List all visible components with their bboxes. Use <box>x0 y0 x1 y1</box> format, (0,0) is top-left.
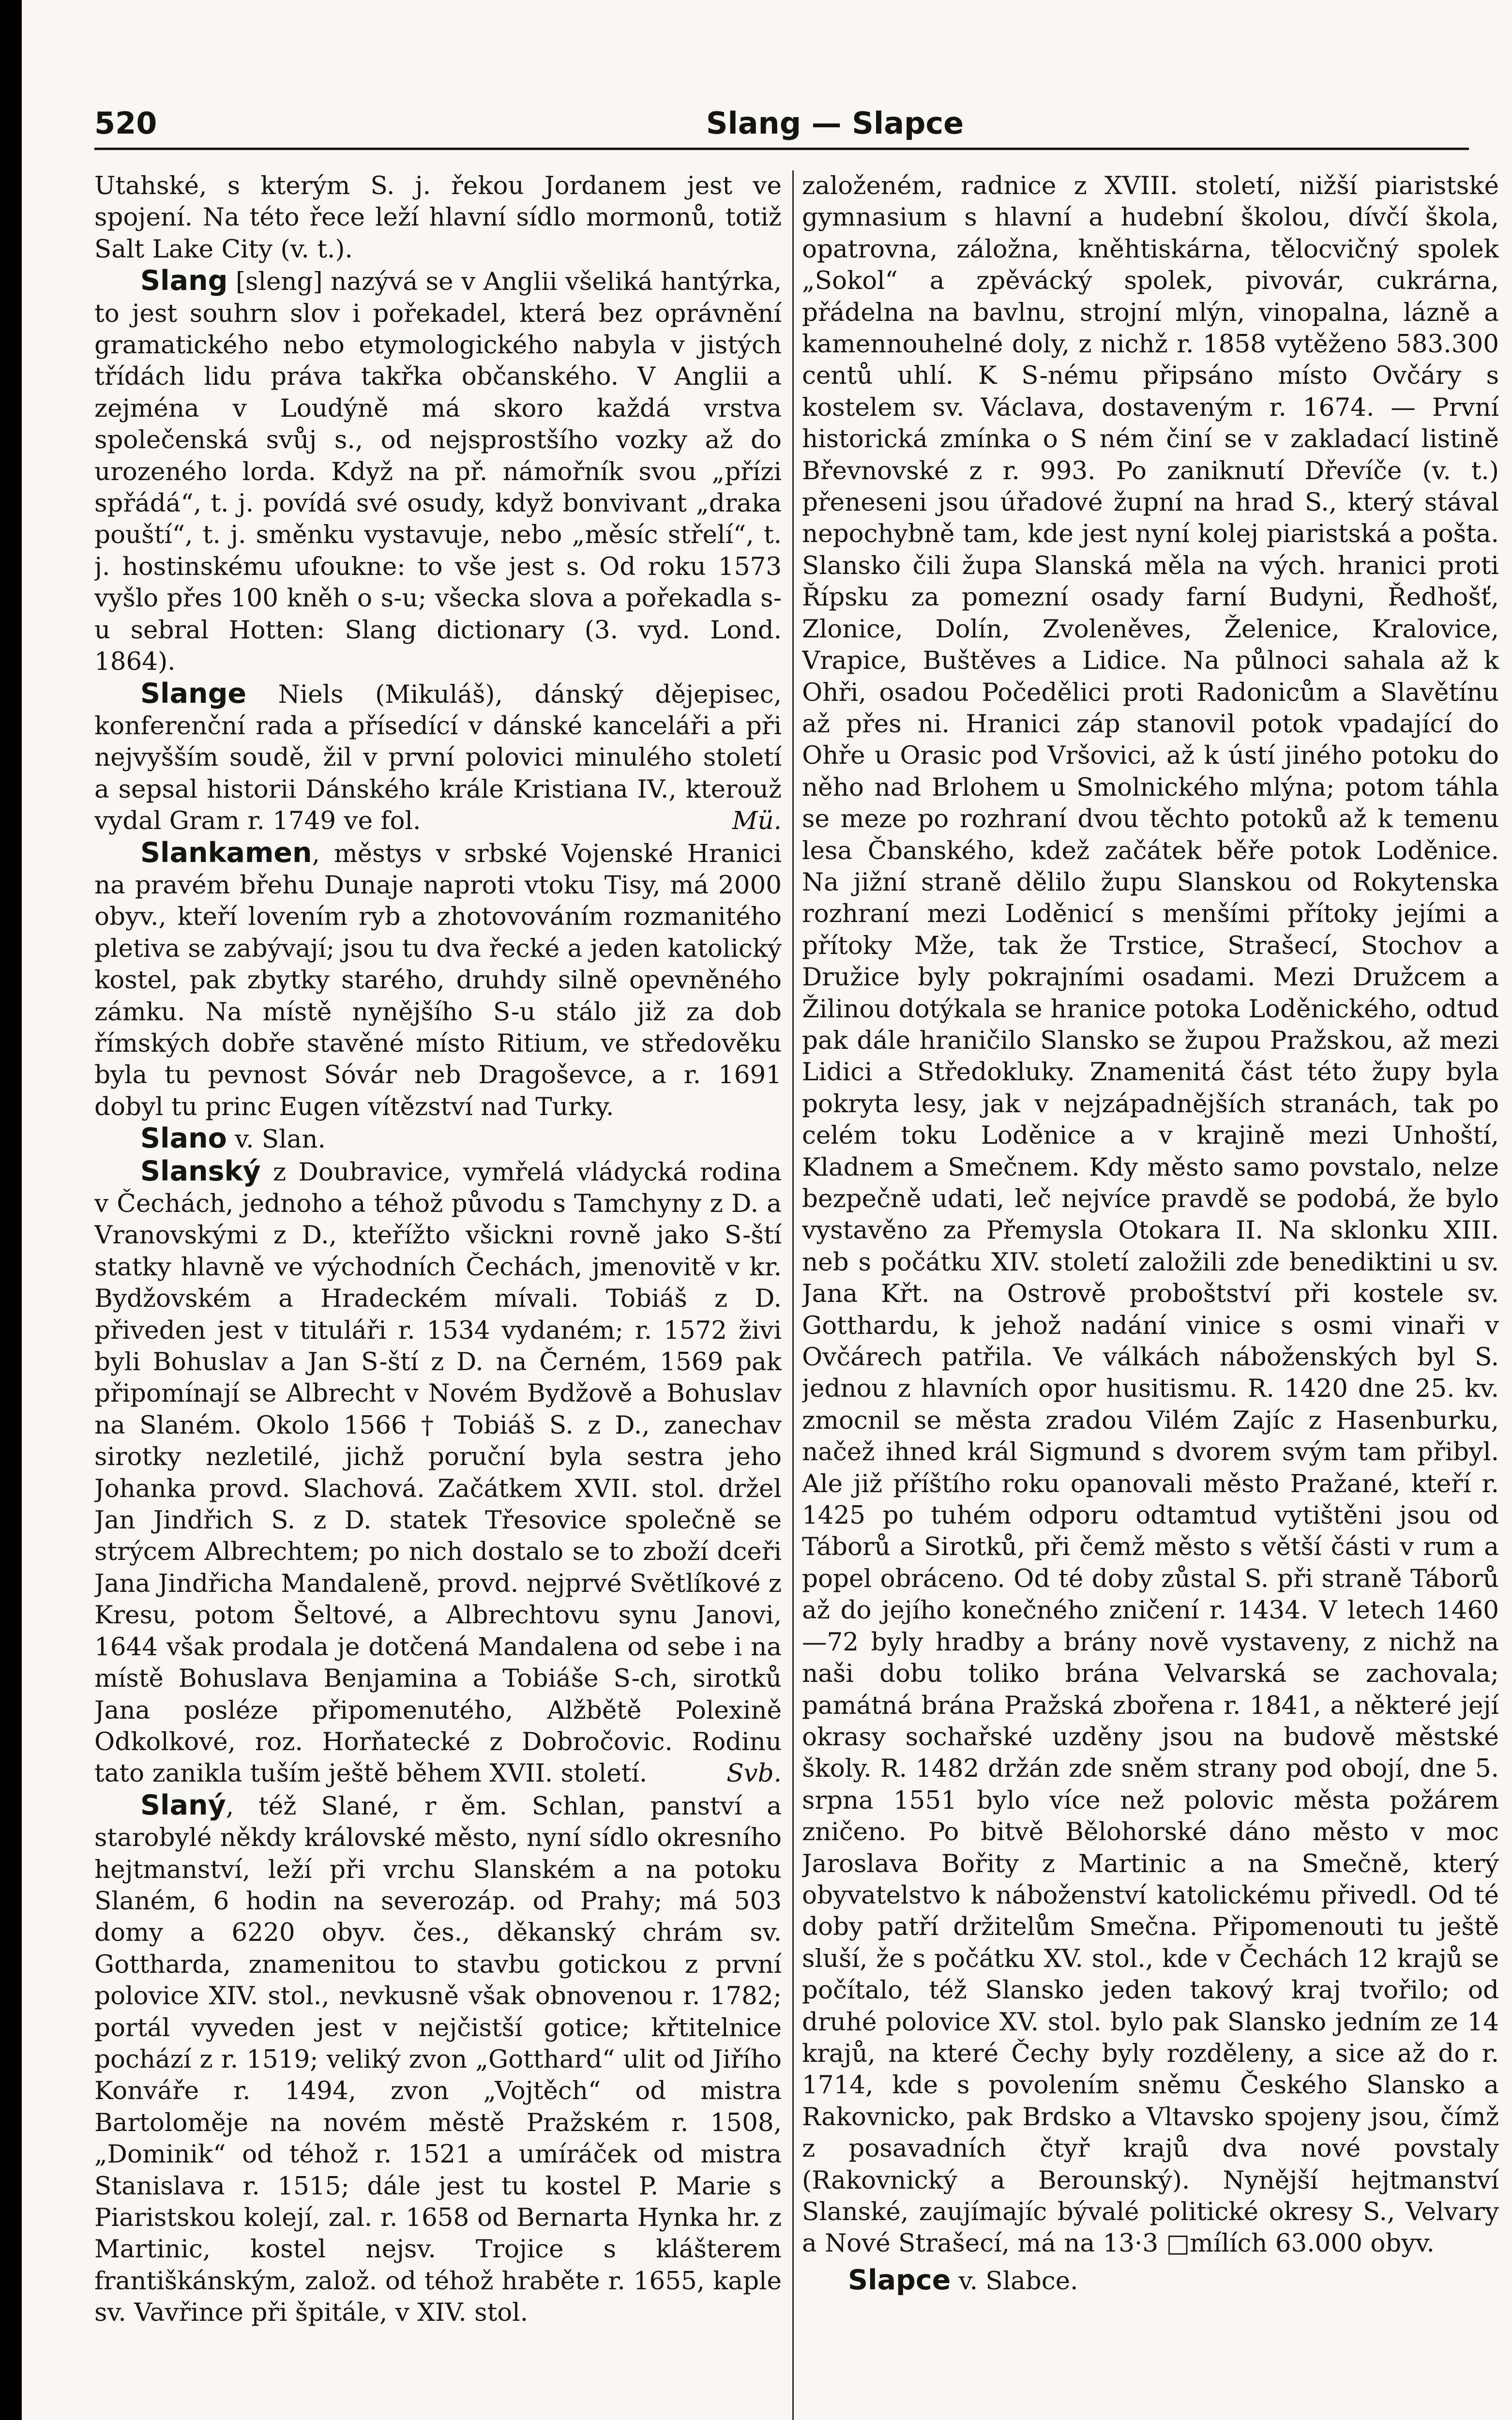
left-column <box>94 170 782 2420</box>
entry-slange-text: Niels (Mikuláš), dánský dějepisec, konferenční rada a přísedící v dánské kanceláři a při nejvyšším soudě, žil v první polovici minulého století a sepsal historii Dánského krále Kristiana IV., kterouž vydal Gram r. 1749 ve fol. <box>94 680 782 836</box>
headword-slany: Slaný <box>140 1789 226 1821</box>
right-column <box>802 170 1499 2420</box>
entry-slany <box>94 1790 782 2329</box>
entry-slang-text: [sleng] nazývá se v Anglii všeliká hantýrka, to jest souhrn slov i pořekadel, která bez oprávnění gramatického nebo etymologického nabyla v jistých třídách lidu práva takřka občanského. V Anglii a zejména v Loudýně má skoro každá vrstva společenská svůj s., od nejsprostšího vozky až do urozeného lorda. Když na př. námořník svou „přízi spřádá“, t. j. povídá své osudy, když bonvivant „draka pouští“, t. j. směnku vystavuje, nebo „měsíc střelí“, t. j. hostinskému ufoukne: to vše jest s. Od roku 1573 vyšlo přes 100 kněh o s-u; všecka slova a pořekadla s-u sebral Hotten: Slang dictionary (3. vyd. Lond. 1864). <box>94 267 782 677</box>
dictionary-page <box>22 0 1512 2420</box>
entry-slany-text: , též Slané, r ěm. Schlan, panství a starobylé někdy královské město, nyní sídlo okresního hejtmanství, leží při vrchu Slanském a na potoku Slaném, 6 hodin na severozáp. od Prahy; má 503 domy a 6220 obyv. čes., děkanský chrám sv. Gottharda, znamenitou to stavbu gotickou z první polovice XIV. stol., nevkusně však obnovenou r. 1782; portál vyveden jest v nejčistší gotice; křtitelnice pochází z r. 1519; veliký zvon „Gotthard“ ulit od Jiřího Konváře r. 1494, zvon „Vojtěch“ od mistra Bartoloměje na novém městě Pražském r. 1508, „Dominik“ od téhož r. 1521 a umíráček od mistra Stanislava r. 1515; dále jest tu kostel P. Marie s Piaristskou kolejí, zal. r. 1658 od Bernarta Hynka hr. z Martinic, kostel nejsv. Trojice s klášterem františkánským, založ. od téhož hraběte r. 1655, kaple sv. Vavřince při špitále, v XIV. stol. <box>94 1791 782 2328</box>
entry-slany-continued-text: založeném, radnice z XVIII. století, nižší piaristské gymnasium s hlavní a hudební školou, dívčí škola, opatrovna, záložna, kněhtiskárna, tělocvičný spolek „Sokol“ a zpěvácký spolek, pivovár, cukrárna, přádelna na bavlnu, strojní mlýn, vinopalna, lázně a kamennouhelné doly, z nichž r. 1858 vytěženo 583.300 centů uhlí. K S-nému připsáno místo Ovčáry s kostelem sv. Václava, dostaveným r. 1674. — První historická zmínka o S ném činí se v zakladací listině Břevnovské z r. 993. Po zaniknutí Dřevíče (v. t.) přeneseni jsou úřadové župní na hrad S., který stával nepochybně tam, kde jest nyní kolej piaristská a pošta. Slansko čili župa Slanská měla na vých. hranici proti Řípsku za pomezní osady farní Budyni, Ředhošť, Zlonice, Dolín, Zvoleněves, Želenice, Kralovice, Vrapice, Buštěves a Lidice. Na půlnoci sahala až k Ohři, osadou Počedělici proti Radonicům a Slavětínu až přes ni. Hranici záp stanovil potok vpadající do Ohře u Orasic pod Vršovici, až k ústí jiného potoku do něho nad Brlohem u Smolnického mlýna; potom táhla se meze po rozhraní dvou těchto potoků až k temenu lesa Čbanského, kdež začátek běře potok Loděnice. Na jižní straně dělilo župu Slanskou od Rokytenska rozhraní mezi Loděnicí s menšími přítoky jejími a přítoky Mže, tak že Trstice, Strašecí, Stochov a Družice byly pokrajními osadami. Mezi Družcem a Žilinou dotýkala se hranice potoka Loděnického, odtud pak dále hraničilo Slansko se župou Pražskou, až mezi Lidici a Středokluky. Znamenitá část této župy byla pokryta lesy, jak v nejzápadnějších stranách, tak po celém toku Loděnice a v krajině mezi Unhoští, Kladnem a Smečnem. Kdy město samo povstalo, nelze bezpečně udati, leč nejvíce pravdě se podobá, že bylo vystavěno za Přemysla Otokara II. Na sklonku XIII. neb s počátku XIV. století založili zde benediktini u sv. Jana Křt. na Ostrově proboštství při kostele sv. Gotthardu, k jehož nadání vinice s osmi vinaři v Ovčárech patřila. Ve válkách náboženských byl S. jednou z hlavních opor husitismu. R. 1420 dne 25. kv. zmocnil se města zradou Vilém Zajíc z Hasenburku, načež ihned král Sigmund s dvorem svým tam přibyl. Ale již příštího roku opanovali město Pražané, kteří r. 1425 po tuhém odporu odtamtud vytištěni jsou od Táborů a Sirotků, při čemž město s větší části v rum a popel obráceno. Od té doby zůstal S. při straně Táborů až do jejího konečného zničení r. 1434. V letech 1460—72 byly hradby a brány nově vystaveny, z nichž na naši dobu toliko brána Velvarská se zachovala; památná brána Pražská zbořena r. 1841, a některé její okrasy sochařské uzděny jsou na budově městské školy. R. 1482 držán zde sněm strany pod obojí, dne 5. srpna 1551 bylo více než polovic města požárem zničeno. Po bitvě Bělohorské dáno město v moc Jaroslava Bořity z Martinic a na Smečně, který obyvatelstvo k náboženství katolickému přivedl. Od té doby patří držitelům Smečna. Připomenouti tu ještě sluší, že s počátku XV. stol., kde v Čechách 12 krajů se počítalo, též Slansko jeden takový kraj tvořilo; od druhé polovice XV. stol. bylo pak Slansko jedním ze 14 krajů, na které Čechy byly rozděleny, a sice až do r. 1714, kde s povolením sněmu Českého Slansko a Rakovnicko, pak Brdsko a Vltavsko spojeny jsou, čímž z posavadních čtyř krajů dva nové povstaly (Rakovnický a Berounský). Nynější hejtmanství Slanské, zaujímajíc bývalé politické okresy S., Velvary a Nové Strašecí, má na 13·3 □mílích 63.000 obyv. <box>802 171 1499 2258</box>
entry-slange <box>94 678 782 837</box>
entry-slapce <box>802 2265 1499 2297</box>
headword-slapce: Slapce <box>848 2264 951 2296</box>
running-head: Slang — Slapce <box>706 106 964 141</box>
column-divider <box>792 170 794 2420</box>
headword-slansky: Slanský <box>140 1155 261 1187</box>
signature-slange: Mü. <box>732 806 782 836</box>
headword-slange: Slange <box>140 677 247 710</box>
entry-slankamen-text: , městys v srbské Vojenské Hranici na pravém břehu Dunaje naproti vtoku Tisy, má 2000 obyv., kteří lovením ryb a zhotovováním rozmanitého pletiva se zabývají; jsou tu dva řecké a jeden katolický kostel, pak zbytky starého, druhdy silně opevněného zámku. Na místě nynějšího S-u stálo již za dob římských dobře stavěné místo Ritium, ve středověku byla tu pevnost Sóvár neb Dragoševce, a r. 1691 dobyl tu princ Eugen vítězství nad Turky. <box>94 839 782 1121</box>
entry-slansky <box>94 1156 782 1790</box>
page-number: 520 <box>94 106 157 141</box>
entry-slapce-text: v. Slabce. <box>951 2266 1078 2296</box>
continuation-text: Utahské, s kterým S. j. řekou Jordanem jest ve spojení. Na této řece leží hlavní sídlo mormonů, totiž Salt Lake City (v. t.). <box>94 171 782 264</box>
headword-slankamen: Slankamen <box>140 836 312 869</box>
entry-slankamen <box>94 837 782 1123</box>
headword-slano: Slano <box>140 1122 227 1155</box>
entry-slang <box>94 265 782 678</box>
entry-slano-text: v. Slan. <box>227 1125 326 1154</box>
entry-slansky-text: z Doubravice, vymřelá vládycká rodina v Čechách, jednoho a téhož původu s Tamchyny z D. a Vranovskými z D., kteřížto všickni rovně jako S-ští statky hlavně ve východních Čechách, jmenovitě v kr. Bydžovském a Hradeckém mívali. Tobiáš z D. přiveden jest v tituláři r. 1534 vydaném; r. 1572 živi byli Bohuslav a Jan S-ští z D. na Černém, 1569 pak připomínají se Albrecht v Novém Bydžově a Bohuslav na Slaném. Okolo 1566 † Tobiáš S. z D., zanechav sirotky nezletilé, jichž poruční byla sestra jeho Johanka provd. Slachová. Začátkem XVII. stol. držel Jan Jindřich S. z D. statek Třesovice společně se strýcem Albrechtem; po nich dostalo se to zboží dceři Jana Jindřicha Mandaleně, provd. nejprvé Světlíkové z Kresu, potom Šeltové, a Albrechtovu synu Janovi, 1644 však prodala je dotčená Mandalena od sebe i na místě Bohuslava Benjamina a Tobiáše S-ch, sirotků Jana posléze připomenutého, Alžbětě Polexině Odkolkové, roz. Horňatecké z Dobročovic. Rodinu tato zanikla tuším ještě během XVII. století. <box>94 1157 782 1788</box>
header-rule <box>94 148 1469 150</box>
entry-slano <box>94 1123 782 1155</box>
signature-slansky: Svb. <box>726 1759 782 1788</box>
entry-slany-continued <box>802 170 1499 2260</box>
headword-slang: Slang <box>140 265 228 297</box>
entry-continuation <box>94 170 782 265</box>
